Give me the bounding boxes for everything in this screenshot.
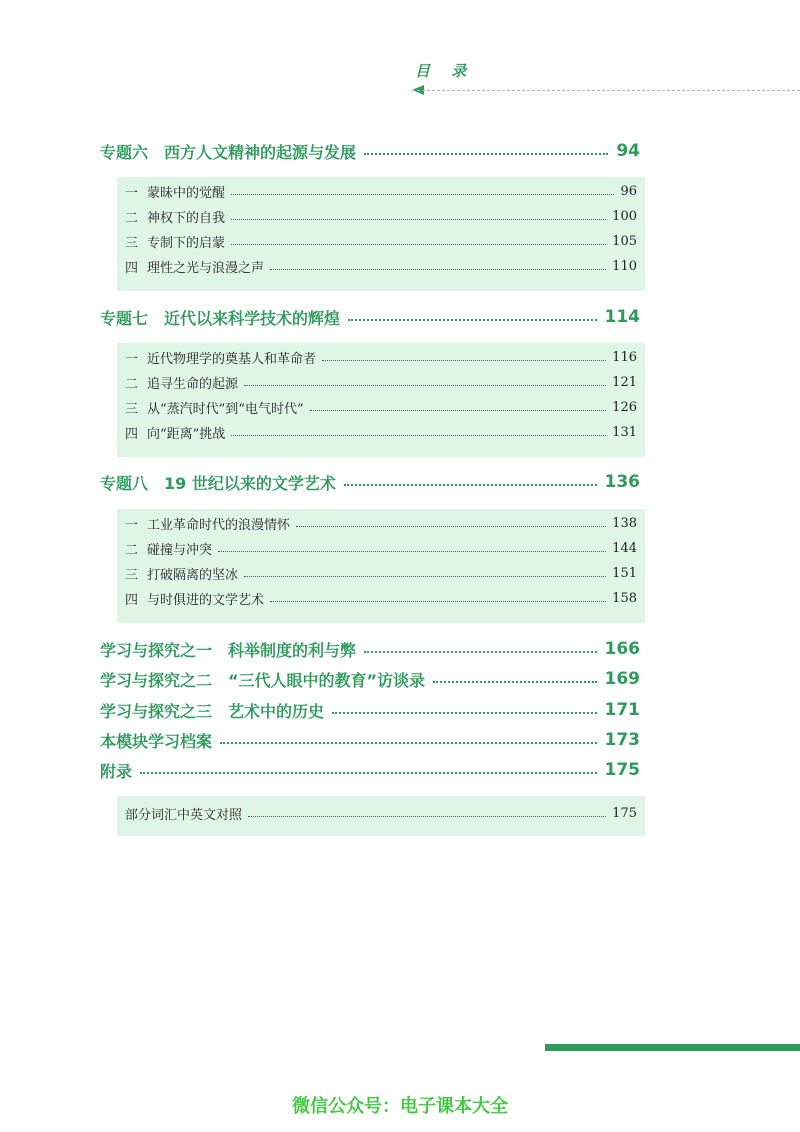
lesson-number: 二 [125, 210, 139, 226]
lesson-number: 三 [125, 567, 139, 583]
topic-page: 136 [604, 472, 640, 492]
extra-page: 171 [604, 700, 640, 720]
lesson-item[interactable] [125, 231, 637, 251]
dot-leader [270, 269, 606, 270]
lesson-item[interactable] [125, 181, 637, 201]
dot-leader [220, 742, 596, 744]
lesson-number: 四 [125, 260, 139, 276]
lesson-title: 与时俱进的文学艺术 [147, 592, 265, 608]
extra-title: “三代人眼中的教育”访谈录 [228, 670, 426, 690]
extra-label: 学习与探究之一 [100, 640, 213, 660]
extra-page: 173 [604, 730, 640, 750]
lesson-page: 138 [612, 515, 637, 531]
dot-leader [364, 651, 596, 653]
extra-title: 本模块学习档案 [100, 731, 213, 751]
footer-accent-bar [545, 1044, 800, 1051]
lesson-item[interactable] [125, 422, 637, 442]
lesson-title: 追寻生命的起源 [147, 376, 239, 392]
lesson-item[interactable] [125, 256, 637, 276]
appendix-item[interactable] [125, 803, 637, 823]
header-dashed-rule [412, 90, 800, 91]
dot-leader [364, 153, 608, 155]
topic-title: 19 世纪以来的文学艺术 [164, 473, 336, 493]
lesson-title: 从“蒸汽时代”到“电气时代” [147, 401, 304, 417]
topic-eight-lessons [117, 509, 645, 623]
toc-appendix[interactable] [100, 757, 640, 783]
lesson-title: 打破隔离的坚冰 [147, 567, 239, 583]
lesson-item[interactable] [125, 397, 637, 417]
lesson-item[interactable] [125, 372, 637, 392]
dot-leader [433, 681, 596, 683]
lesson-item[interactable] [125, 538, 637, 558]
topic-title: 近代以来科学技术的辉煌 [164, 308, 341, 328]
dot-leader [244, 385, 606, 386]
lesson-title: 近代物理学的奠基人和革命者 [147, 351, 317, 367]
extra-label: 学习与探究之三 [100, 701, 213, 721]
toc-topic-seven[interactable] [100, 304, 640, 330]
lesson-number: 二 [125, 376, 139, 392]
dot-leader [248, 816, 606, 817]
dot-leader [218, 551, 606, 552]
extra-page: 175 [604, 760, 640, 780]
topic-number: 专题八 [100, 473, 149, 493]
appendix-items [117, 796, 645, 836]
lesson-page: 110 [612, 258, 637, 274]
lesson-page: 126 [612, 399, 637, 415]
dot-leader [296, 526, 606, 527]
topic-six-lessons [117, 177, 645, 291]
dot-leader [322, 360, 606, 361]
dot-leader [231, 244, 606, 245]
lesson-page: 96 [620, 183, 637, 199]
lesson-page: 151 [612, 565, 637, 581]
lesson-title: 理性之光与浪漫之声 [147, 260, 265, 276]
dot-leader [231, 219, 606, 220]
lesson-item[interactable] [125, 347, 637, 367]
dot-leader [231, 435, 606, 436]
toc-study-three[interactable] [100, 697, 640, 723]
dot-leader [348, 319, 596, 321]
dot-leader [270, 601, 606, 602]
extra-title: 科举制度的利与弊 [228, 640, 357, 660]
lesson-page: 100 [612, 208, 637, 224]
extra-page: 169 [604, 669, 640, 689]
topic-title: 西方人文精神的起源与发展 [164, 142, 357, 162]
toc-module-archive[interactable] [100, 727, 640, 753]
lesson-title: 碰撞与冲突 [147, 542, 213, 558]
dot-leader [244, 576, 606, 577]
toc-header-title: 目 录 [415, 62, 475, 80]
lesson-item[interactable] [125, 588, 637, 608]
toc-topic-six[interactable] [100, 138, 640, 164]
lesson-page: 131 [612, 424, 637, 440]
lesson-number: 三 [125, 401, 139, 417]
extra-title: 艺术中的历史 [228, 701, 325, 721]
lesson-title: 蒙昧中的觉醒 [147, 185, 226, 201]
watermark-text: 微信公众号：电子课本大全 [292, 1096, 508, 1117]
dot-leader [310, 410, 607, 411]
lesson-page: 158 [612, 590, 637, 606]
lesson-page: 121 [612, 374, 637, 390]
dot-leader [332, 712, 596, 714]
appendix-page: 175 [612, 805, 637, 821]
lesson-item[interactable] [125, 563, 637, 583]
lesson-number: 四 [125, 426, 139, 442]
toc-topic-eight[interactable] [100, 469, 640, 495]
dot-leader [231, 194, 614, 195]
topic-page: 94 [616, 141, 640, 161]
lesson-title: 向“距离”挑战 [147, 426, 226, 442]
toc-study-one[interactable] [100, 636, 640, 662]
lesson-number: 二 [125, 542, 139, 558]
lesson-title: 专制下的启蒙 [147, 235, 226, 251]
lesson-number: 三 [125, 235, 139, 251]
lesson-title: 神权下的自我 [147, 210, 226, 226]
lesson-item[interactable] [125, 206, 637, 226]
lesson-item[interactable] [125, 513, 637, 533]
topic-seven-lessons [117, 343, 645, 457]
toc-study-two[interactable] [100, 666, 640, 692]
extra-title: 附录 [100, 761, 133, 781]
topic-number: 专题七 [100, 308, 149, 328]
lesson-page: 105 [612, 233, 637, 249]
appendix-title: 部分词汇中英文对照 [125, 807, 243, 823]
lesson-page: 116 [612, 349, 637, 365]
lesson-title: 工业革命时代的浪漫情怀 [147, 517, 291, 533]
topic-page: 114 [604, 307, 640, 327]
lesson-number: 一 [125, 185, 139, 201]
lesson-number: 一 [125, 351, 139, 367]
extra-page: 166 [604, 639, 640, 659]
dot-leader [344, 484, 597, 486]
extra-label: 学习与探究之二 [100, 670, 213, 690]
topic-number: 专题六 [100, 142, 149, 162]
lesson-page: 144 [612, 540, 637, 556]
lesson-number: 四 [125, 592, 139, 608]
dot-leader [140, 772, 596, 774]
lesson-number: 一 [125, 517, 139, 533]
